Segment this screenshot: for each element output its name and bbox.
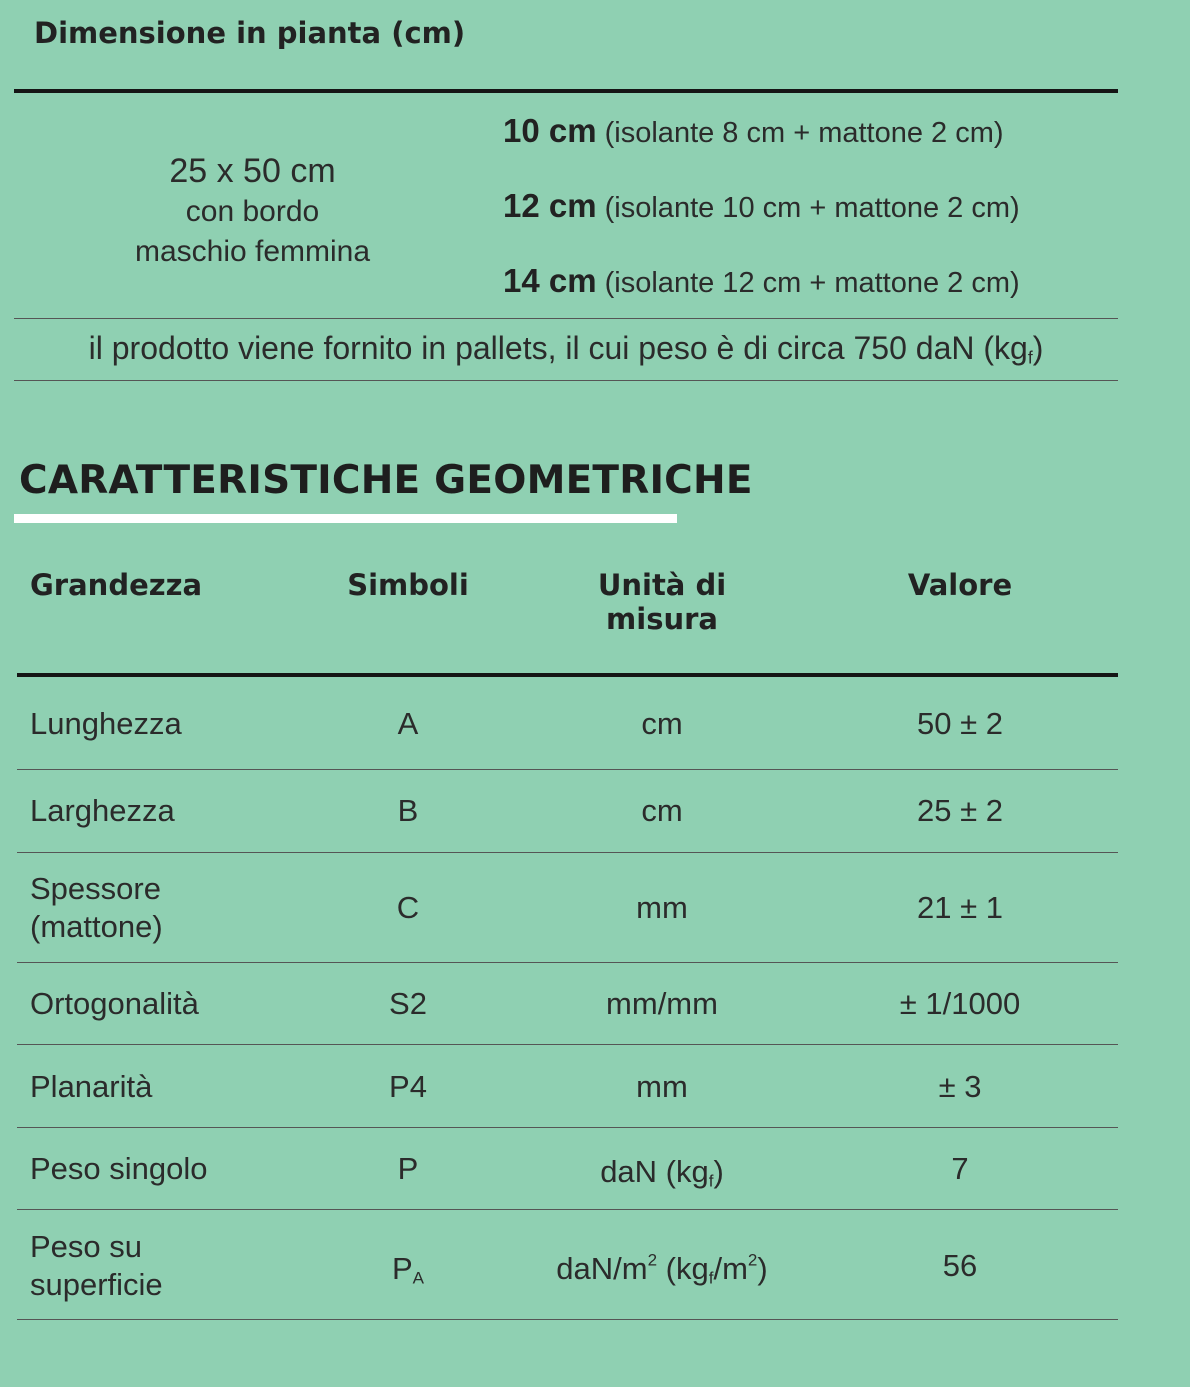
unit-subscript: f	[708, 1268, 714, 1288]
cell-value: 21 ± 1	[917, 890, 1003, 925]
cell-unit: mm	[636, 1069, 688, 1104]
plan-size-edge: con bordo	[185, 195, 320, 228]
col-header-unit-line2: misura	[606, 602, 718, 636]
pallet-note-subscript: f	[1027, 347, 1033, 368]
unit-close: )	[757, 1251, 768, 1286]
cell-quantity-line1: Peso su	[30, 1229, 143, 1264]
cell-quantity-line2: (mattone)	[30, 909, 163, 944]
cell-quantity: Peso singolo	[30, 1151, 208, 1186]
unit-superscript: 2	[647, 1250, 658, 1270]
plan-size-block	[20, 150, 485, 272]
row-divider	[17, 1319, 1118, 1320]
cell-value: 56	[942, 1248, 978, 1283]
row-divider	[17, 852, 1118, 853]
col-header-unit	[522, 568, 802, 636]
cell-unit: mm/mm	[606, 986, 718, 1021]
unit-text-mid2: /m	[713, 1251, 748, 1286]
section-title: CARATTERISTICHE GEOMETRICHE	[19, 458, 753, 503]
row-divider	[17, 962, 1118, 963]
plan-dimension-title: Dimensione in pianta (cm)	[34, 16, 466, 50]
pallet-rule	[14, 380, 1118, 381]
plan-size-joint: maschio femmina	[134, 235, 371, 268]
plan-header-rule	[14, 89, 1118, 93]
cell-value: 7	[951, 1151, 969, 1186]
thickness-detail: (isolante 10 cm + mattone 2 cm)	[604, 192, 1020, 224]
cell-quantity-line2: superficie	[30, 1267, 163, 1302]
row-divider	[17, 1127, 1118, 1128]
plan-rule	[14, 318, 1118, 319]
thickness-detail: (isolante 12 cm + mattone 2 cm)	[604, 267, 1020, 299]
thickness-value: 12 cm	[503, 187, 597, 224]
thickness-detail: (isolante 8 cm + mattone 2 cm)	[604, 117, 1004, 149]
section-underline	[14, 514, 677, 523]
plan-size-main: 25 x 50 cm	[169, 152, 336, 190]
cell-symbol: S2	[389, 986, 427, 1021]
row-divider	[17, 1044, 1118, 1045]
cell-symbol	[308, 1250, 508, 1297]
cell-symbol: A	[397, 706, 419, 741]
cell-quantity: Planarità	[30, 1069, 153, 1104]
cell-symbol: B	[397, 793, 419, 828]
col-header-quantity: Grandezza	[30, 568, 203, 602]
pallet-note-text: il prodotto viene fornito in pallets, il cui peso è di circa 750 daN (kg	[88, 330, 1028, 366]
cell-quantity: Larghezza	[30, 793, 175, 828]
cell-symbol: P	[397, 1151, 419, 1186]
unit-text: daN (kg	[600, 1154, 709, 1189]
cell-unit	[522, 1153, 802, 1200]
cell-unit: mm	[636, 890, 688, 925]
cell-unit: cm	[641, 793, 683, 828]
cell-quantity	[30, 870, 290, 946]
unit-close: )	[713, 1154, 724, 1189]
thickness-option-10	[503, 112, 1004, 150]
cell-value: 25 ± 2	[917, 793, 1003, 828]
cell-quantity: Ortogonalità	[30, 986, 199, 1021]
cell-quantity-line1: Spessore	[30, 871, 161, 906]
cell-value: 50 ± 2	[917, 706, 1003, 741]
col-header-unit-line1: Unità di	[597, 568, 727, 602]
col-header-value: Valore	[907, 568, 1013, 602]
symbol-text: P	[391, 1251, 413, 1286]
cell-quantity	[30, 1228, 290, 1304]
cell-unit	[522, 1250, 802, 1297]
row-divider	[17, 769, 1118, 770]
thickness-value: 14 cm	[503, 262, 597, 299]
unit-text-mid: (kg	[657, 1251, 709, 1286]
symbol-subscript: A	[412, 1268, 425, 1288]
cell-symbol: C	[396, 890, 420, 925]
unit-text: daN/m	[556, 1251, 648, 1286]
cell-quantity: Lunghezza	[30, 706, 182, 741]
unit-superscript-2: 2	[747, 1250, 758, 1270]
thickness-value: 10 cm	[503, 112, 597, 149]
cell-symbol: P4	[389, 1069, 427, 1104]
unit-subscript: f	[708, 1171, 714, 1191]
cell-value: ± 1/1000	[899, 986, 1021, 1021]
pallet-note	[14, 330, 1118, 368]
row-divider	[17, 1209, 1118, 1210]
table-header-rule	[17, 673, 1118, 677]
pallet-note-close: )	[1032, 330, 1044, 366]
thickness-option-14	[503, 262, 1020, 300]
cell-unit: cm	[641, 706, 683, 741]
thickness-option-12	[503, 187, 1020, 225]
col-header-symbol: Simboli	[347, 568, 469, 602]
cell-value: ± 3	[938, 1069, 982, 1104]
